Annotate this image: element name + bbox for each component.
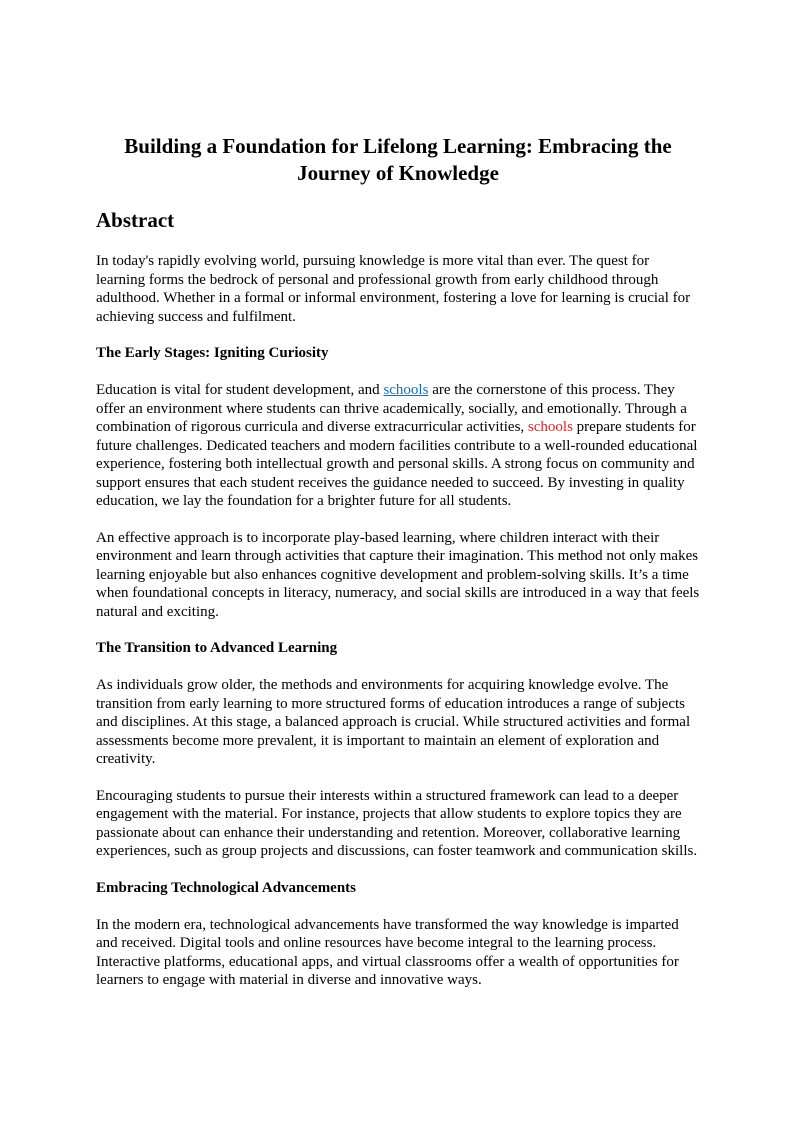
document-title: Building a Foundation for Lifelong Learning: Embracing the Journey of Knowledge	[124, 134, 672, 185]
abstract-heading: Abstract	[96, 208, 175, 232]
section-heading-early-stages: The Early Stages: Igniting Curiosity	[96, 345, 329, 361]
advanced-learning-paragraph-1: As individuals grow older, the methods and environments for acquiring knowledge evolve. The transition from early learning to more structured forms of education introduces a range of subjects and disciplines. At this stage, a balanced approach is crucial. While structured activities and formal assessments become more prevalent, it is important to maintain an element of exploration and creativity.	[96, 677, 691, 767]
text-run: are the cornerstone of this process. They offer an environment where students can thrive academically, socially, and emotionally. Through a combination of rigorous curricula and diverse extracurricular activities,	[96, 382, 687, 435]
schools-link[interactable]: schools	[383, 382, 429, 398]
section-heading-advanced-learning: The Transition to Advanced Learning	[96, 640, 338, 656]
document-page	[96, 133, 700, 1008]
early-stages-paragraph-1	[96, 381, 700, 511]
abstract-paragraph: In today's rapidly evolving world, pursuing knowledge is more vital than ever. The quest for learning forms the bedrock of personal and professional growth from early childhood through adulthood. Whether in a formal or informal environment, fostering a love for learning is crucial for achieving success and fulfilment.	[96, 253, 691, 325]
text-run: Education is vital for student development, and	[96, 382, 384, 398]
technology-paragraph-1: In the modern era, technological advancements have transformed the way knowledge is imparted and received. Digital tools and online resources have become integral to the learning process. Interactive platforms, educational apps, and virtual classrooms offer a wealth of opportunities for learners to engage with material in diverse and innovative ways.	[96, 916, 679, 988]
schools-highlight: schools	[527, 419, 573, 435]
text-run: prepare students for future challenges. Dedicated teachers and modern facilities contribute to a well-rounded educational experience, fostering both intellectual growth and personal skills. A strong focus on community and support ensures that each student receives the guidance needed to succeed. By investing in quality education, we lay the foundation for a brighter future for all students.	[96, 419, 698, 509]
section-heading-technology: Embracing Technological Advancements	[96, 879, 357, 896]
advanced-learning-paragraph-2: Encouraging students to pursue their interests within a structured framework can lead to a deeper engagement with the material. For instance, projects that allow students to explore topics they are passionate about can enhance their understanding and retention. Moreover, collaborative learning experiences, such as group projects and discussions, can foster teamwork and communication skills.	[96, 787, 698, 859]
early-stages-paragraph-2: An effective approach is to incorporate play-based learning, where children interact with their environment and learn through activities that capture their imagination. This method not only makes learning enjoyable but also enhances cognitive development and problem-solving skills. It’s a time when foundational concepts in literacy, numeracy, and social skills are introduced in a way that feels natural and exciting.	[96, 529, 700, 620]
